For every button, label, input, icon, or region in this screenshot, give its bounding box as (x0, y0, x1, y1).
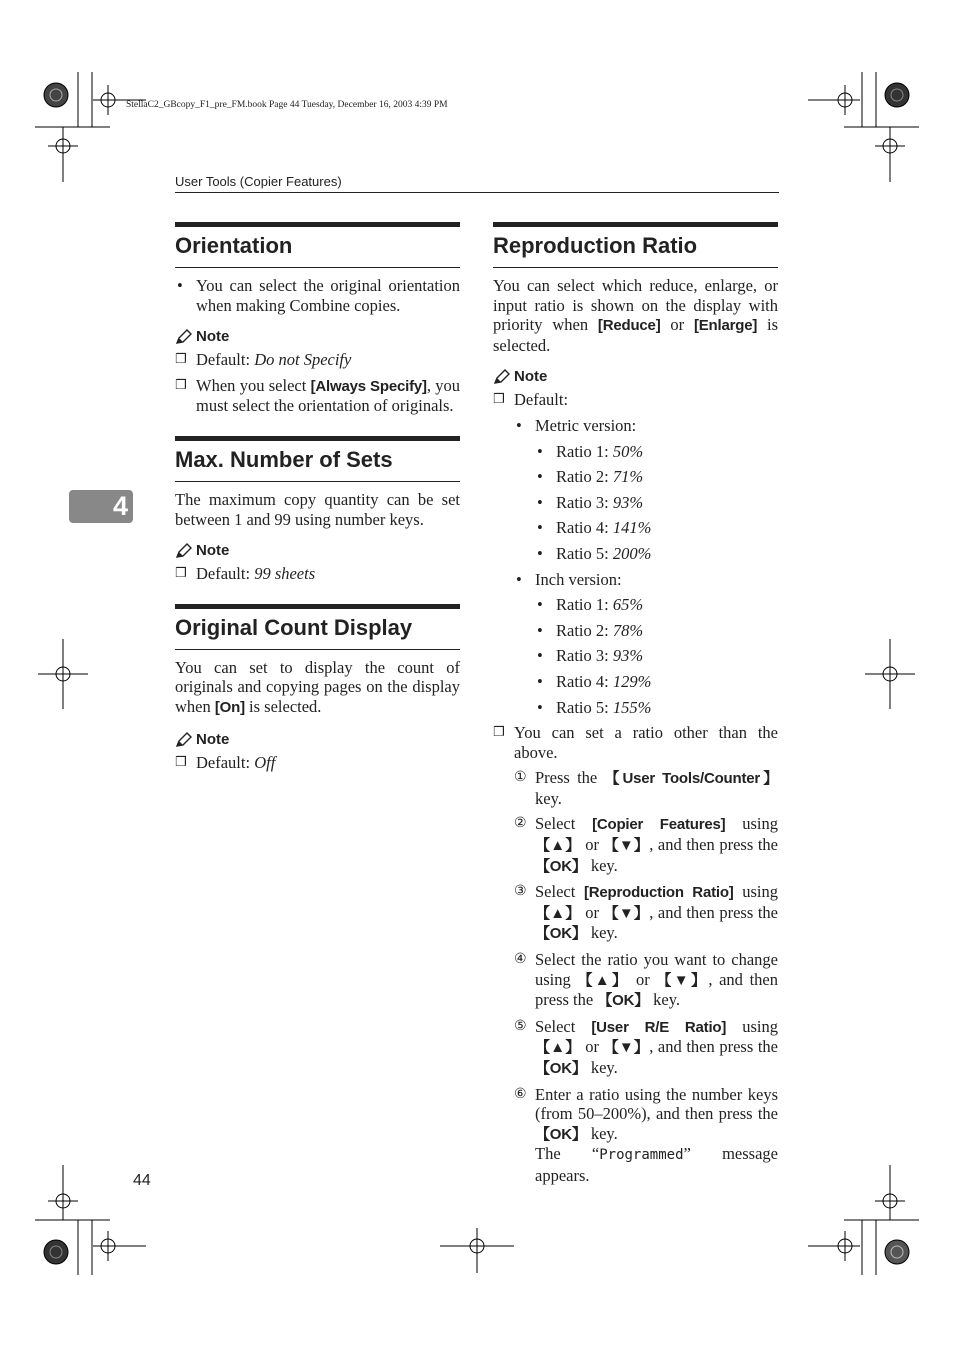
ok-key: 【OK】 (535, 857, 587, 875)
inch-ratio-1: • Ratio 1: 65% (535, 595, 778, 615)
other-ratio: ❒ You can set a ratio other than the above. (493, 723, 778, 762)
repro-ratio-title: Reproduction Ratio (493, 222, 778, 268)
header-rule (175, 192, 779, 193)
down-key: 【▼】 (603, 904, 650, 922)
max-sets-body: The maximum copy quantity can be set between 1 and 99 using number keys. (175, 489, 460, 529)
pencil-icon (175, 543, 193, 559)
up-key: 【▲】 (535, 837, 581, 855)
step-1: ① Press the 【User Tools/Counter】 key. (514, 768, 778, 808)
up-key: 【▲】 (535, 1039, 581, 1057)
pencil-icon (175, 329, 193, 345)
metric-ratio-2: • Ratio 2: 71% (535, 467, 778, 487)
ok-key: 【OK】 (535, 1060, 587, 1077)
orientation-title: Orientation (175, 222, 460, 268)
metric-ratio-1: • Ratio 1: 50% (535, 442, 778, 462)
metric-version: • Metric version: (514, 416, 778, 436)
step-6: ⑥ Enter a ratio using the number keys (from 50–200%), and then press the 【OK】 key. The “Programmed” message appears. (514, 1084, 778, 1185)
max-sets-note-heading (175, 542, 460, 560)
step-5: ⑤ Select [User R/E Ratio] using 【▲】 or 【▼】, and then press the 【OK】 key. (514, 1016, 778, 1077)
inch-version: • Inch version: (514, 570, 778, 590)
user-re-ratio-key: [User R/E Ratio] (591, 1018, 727, 1036)
inch-ratio-4: • Ratio 4: 129% (535, 672, 778, 692)
left-column (175, 222, 460, 772)
repro-note-heading (493, 368, 778, 386)
orientation-bullet: • You can select the original orientation when making Combine copies. (175, 276, 460, 315)
pencil-icon (175, 732, 193, 748)
reproduction-ratio-key: [Reproduction Ratio] (583, 884, 734, 902)
on-key: [On] (214, 698, 245, 716)
ok-key: 【OK】 (535, 925, 587, 943)
inch-ratio-3: • Ratio 3: 93% (535, 646, 778, 666)
metric-ratio-5: • Ratio 5: 200% (535, 544, 778, 564)
metric-ratio-4: • Ratio 4: 141% (535, 518, 778, 538)
ok-key: 【OK】 (597, 992, 650, 1010)
repro-default: ❒ Default: (493, 390, 778, 410)
down-key: 【▼】 (656, 971, 709, 989)
inch-ratio-5: • Ratio 5: 155% (535, 698, 778, 718)
step-4: ④ Select the ratio you want to change using 【▲】 or 【▼】, and then press the 【OK】 key. (514, 950, 779, 1010)
running-head: User Tools (Copier Features) (175, 174, 342, 189)
up-key: 【▲】 (577, 971, 630, 989)
note-label: Note (196, 542, 230, 560)
file-info: StellaC2_GBcopy_F1_pre_FM.book Page 44 Tuesday, December 16, 2003 4:39 PM (126, 100, 448, 110)
repro-ratio-body: You can select which reduce, enlarge, or input ratio is shown on the display with priority when [Reduce] or [Enlarge] is selected. (493, 276, 779, 355)
orientation-default: ❒ Default: Do not Specify (175, 350, 460, 370)
max-sets-default: ❒ Default: 99 sheets (175, 564, 460, 584)
user-tools-counter-key: 【User Tools/Counter】 (604, 770, 778, 788)
step-3: ③ Select [Reproduction Ratio] using 【▲】 or 【▼】, and then press the 【OK】 key. (514, 882, 778, 943)
down-key: 【▼】 (603, 837, 650, 855)
page-number: 44 (133, 1172, 151, 1189)
copier-features-key: [Copier Features] (592, 816, 726, 834)
orientation-note-heading (175, 328, 460, 346)
note-label: Note (196, 328, 230, 346)
reduce-key: [Reduce] (597, 317, 661, 335)
count-display-note-heading (175, 731, 460, 749)
ok-key: 【OK】 (535, 1125, 587, 1143)
always-specify-key: [Always Specify] (310, 377, 427, 395)
step-2: ② Select [Copier Features] using 【▲】 or 【▼】, and then press the 【OK】 key. (514, 814, 778, 875)
count-display-title: Original Count Display (175, 604, 460, 650)
up-key: 【▲】 (535, 904, 581, 922)
orientation-always-specify: ❒ When you select [Always Specify], you must select the orientation of originals. (175, 376, 460, 416)
inch-ratio-2: • Ratio 2: 78% (535, 621, 778, 641)
programmed-message: Programmed (599, 1147, 684, 1164)
note-label: Note (514, 368, 548, 386)
count-display-default: ❒ Default: Off (175, 753, 460, 773)
enlarge-key: [Enlarge] (693, 317, 758, 335)
right-column (493, 222, 778, 1186)
chapter-tab: 4 (69, 490, 133, 523)
pencil-icon (493, 369, 511, 385)
note-label: Note (196, 730, 230, 748)
count-display-body: You can set to display the count of originals and copying pages on the display when [On] is selected. (175, 657, 460, 716)
max-sets-title: Max. Number of Sets (175, 436, 460, 482)
down-key: 【▼】 (603, 1039, 650, 1057)
metric-ratio-3: • Ratio 3: 93% (535, 493, 778, 513)
